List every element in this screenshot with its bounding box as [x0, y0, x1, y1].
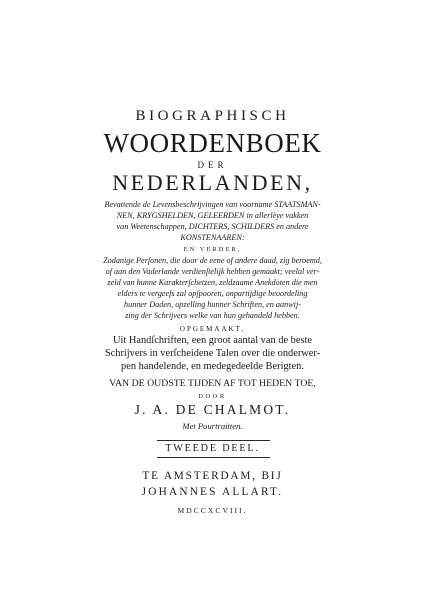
author: J. A. DE CHALMOT. [134, 402, 291, 417]
description-line-6: zing der Schrijvers welke van hun gehandeld hebben. [125, 311, 300, 320]
en-verder: EN VERDER, [183, 246, 242, 253]
description-line-1: Zodanige Perſonen, die door de eene of andere daad, zig beroemd, [103, 256, 322, 265]
imprint-year: MDCCXCVIII. [177, 506, 248, 515]
title-woordenboek: WOORDENBOEK [103, 128, 322, 158]
source-line-1: Uit Handſchriften, een groot aantal van de beste [112, 335, 313, 346]
volume-rule-top [157, 440, 270, 441]
door: DOOR [198, 393, 227, 400]
imprint-line-2: JOHANNES ALLART. [141, 486, 284, 498]
source-line-3: pen handelende, en medegedeelde Berigten. [121, 361, 304, 372]
subtitle-line-4: KONSTENAAREN: [180, 233, 245, 242]
subtitle-line-3: van Weetenschappen, DICHTERS, SCHILDERS en andere [116, 222, 309, 231]
title-biographisch: BIOGRAPHISCH [135, 108, 290, 124]
opgemaakt: OPGEMAAKT, [179, 325, 246, 333]
subtitle-line-1: Bevattende de Levensbeschrijvingen van voorname STAATSMAN- [104, 200, 321, 209]
title-nederlanden: NEDERLANDEN, [112, 170, 313, 195]
description-line-2: of aan den Vaderlande verdienſtelijk hebben gemaakt; veelal ver- [105, 267, 320, 276]
subtitle-line-2: NEN, KRYGSHELDEN, GELEERDEN in allerlèye vakken [116, 211, 309, 220]
title-der: DER [197, 160, 228, 170]
volume: TWEEDE DEEL. [165, 443, 260, 454]
volume-rule-bottom [157, 457, 270, 458]
description-line-3: zeld van hunne Karakterſchetzen, zeldzaame Anekdoten die men [107, 278, 318, 287]
portraits-note: Met Pourtraitten. [182, 421, 243, 431]
source-line-2: Schrijvers in verſcheidene Talen over die onderwer- [104, 348, 321, 359]
description-line-5: hunner Daden, opzelling hunner Schriften, en aanwij- [124, 300, 301, 309]
description-line-4: elders te vergeefs zal opſpooren, onpartijdige beoordeling [117, 289, 308, 298]
period-line: VAN DE OUDSTE TIJDEN AF TOT HEDEN TOE, [109, 378, 316, 389]
imprint-line-1: TE AMSTERDAM, BIJ [142, 470, 283, 482]
